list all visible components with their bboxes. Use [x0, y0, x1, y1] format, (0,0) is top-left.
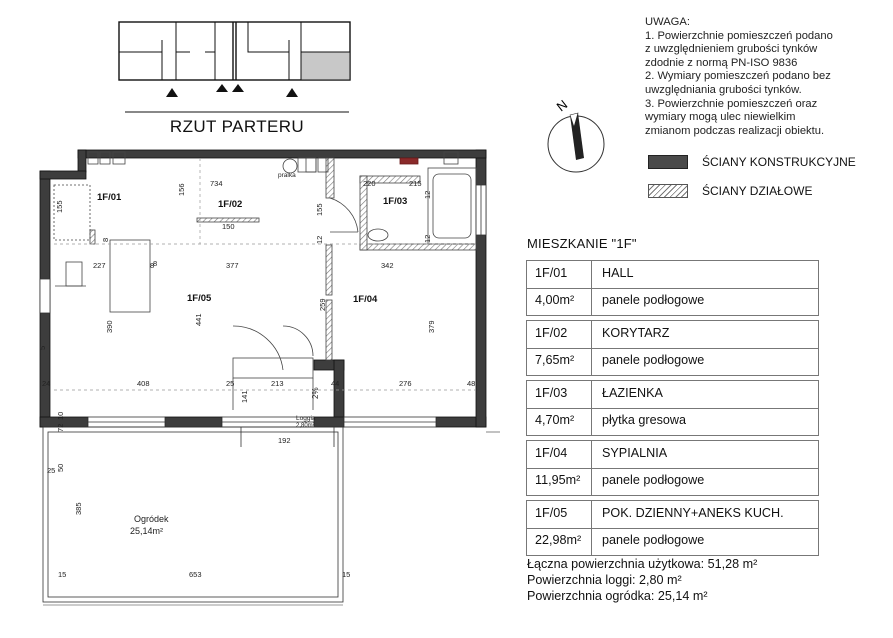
dimension-label: 156 — [177, 183, 186, 196]
dimension-label: 24 — [42, 379, 51, 388]
dimension-label: 155 — [55, 200, 64, 213]
legend-partition-label: ŚCIANY DZIAŁOWE — [702, 184, 813, 198]
dimension-label: 653 — [189, 570, 202, 579]
dimension-label: 141 — [240, 390, 249, 403]
plan-title: RZUT PARTERU — [169, 117, 305, 136]
notes-line: 2. Wymiary pomieszczeń podano bez — [645, 70, 831, 83]
room-area: 7,65m² — [527, 348, 592, 375]
dimension-label: 44 — [331, 379, 340, 388]
apartment-title: MIESZKANIE "1F" — [527, 236, 637, 251]
slope-label: 2% — [311, 387, 320, 399]
area-totals — [527, 556, 757, 604]
room-table-1f04 — [526, 440, 819, 496]
total-usable-area: Łączna powierzchnia użytkowa: 51,28 m² — [527, 557, 758, 571]
dimension-label: 259 — [318, 298, 327, 311]
dimension-label: 15 — [58, 570, 67, 579]
notes-line: zmianom podczas realizacji obiektu. — [645, 124, 825, 137]
dimension-labels — [38, 179, 475, 579]
notes-line: zdodnie z normą PN-ISO 9836 — [645, 56, 798, 69]
washer-label: pralka — [278, 172, 296, 179]
garden-area: 25,14m² — [130, 526, 164, 536]
dimension-label: 734 — [210, 179, 223, 188]
fittings — [54, 152, 476, 410]
room-area: 4,00m² — [527, 288, 592, 315]
room-area: 22,98m² — [527, 528, 592, 555]
total-garden-area: Powierzchnia ogródka: 25,14 m² — [527, 589, 708, 603]
dimension-label: 50 — [56, 463, 65, 472]
dimension-label: 25 — [226, 379, 235, 388]
dimension-label: 155 — [315, 203, 324, 216]
room-floor: panele podłogowe — [602, 473, 705, 487]
notes-line: wymiary mogą ulec niewielkim — [645, 111, 796, 124]
room-id: 1F/01 — [527, 261, 592, 288]
dimension-label: 25 — [47, 466, 56, 475]
dimension-label: 377 — [226, 261, 239, 270]
dimension-label: 8 — [101, 237, 110, 242]
notes-heading: UWAGA: — [645, 16, 690, 28]
dimension-label: 12 — [423, 234, 432, 243]
room-area: 4,70m² — [527, 408, 592, 435]
north-arrow — [548, 97, 604, 172]
room-id: 1F/04 — [527, 441, 592, 468]
notes-line: 3. Powierzchnie pomieszczeń oraz — [645, 97, 818, 110]
garden-outline — [43, 427, 500, 605]
total-loggia-area: Powierzchnia loggi: 2,80 m² — [527, 573, 682, 587]
dimension-label: 220 — [363, 179, 376, 188]
dimension-label: 215 — [409, 179, 422, 188]
dimension-label: 12 — [315, 235, 324, 244]
loggia-label: Loggia — [296, 415, 316, 422]
room-floor: panele podłogowe — [602, 353, 705, 367]
room-table-1f05 — [526, 500, 819, 556]
structural-swatch — [648, 155, 688, 169]
key-plan — [119, 22, 350, 112]
notes-line: uwzględniania grubości tynków. — [645, 83, 802, 96]
dimension-label: 8 — [150, 261, 155, 270]
dimension-label: 276 — [399, 379, 412, 388]
dimension-label: 72 — [56, 423, 65, 432]
partition-swatch — [648, 184, 688, 198]
room-label-1f01: 1F/01 — [97, 192, 122, 203]
dimension-label: 12 — [423, 190, 432, 199]
room-label-1f02: 1F/02 — [218, 199, 243, 210]
dimension-label: 150 — [222, 222, 235, 231]
notes-line: z uwzględnieniem grubości tynków — [645, 43, 818, 56]
room-name: POK. DZIENNY+ANEKS KUCH. — [602, 506, 784, 520]
room-floor: panele podłogowe — [602, 533, 705, 547]
legend-structural-label: ŚCIANY KONSTRUKCYJNE — [702, 155, 856, 169]
dimension-label: 408 — [137, 379, 150, 388]
dimension-label: 5 — [38, 345, 47, 350]
room-table-1f02 — [526, 320, 819, 376]
notes-block — [645, 16, 885, 138]
room-name: HALL — [602, 266, 634, 280]
room-label-1f05: 1F/05 — [187, 293, 212, 304]
garden-label: Ogródek — [134, 514, 169, 524]
partition-walls — [90, 158, 476, 360]
room-label-1f03: 1F/03 — [383, 196, 408, 207]
dimension-label: 10 — [56, 411, 65, 420]
notes-line: 1. Powierzchnie pomieszczeń podano — [645, 29, 833, 42]
room-name: SYPIALNIA — [602, 446, 668, 460]
room-id: 1F/02 — [527, 321, 592, 348]
dimension-label: 390 — [105, 320, 114, 333]
room-id: 1F/03 — [527, 381, 592, 408]
dimension-label: 227 — [93, 261, 106, 270]
room-table-1f03 — [526, 380, 819, 436]
room-floor: płytka gresowa — [602, 413, 686, 427]
room-table-1f01 — [526, 260, 819, 316]
dimension-label: 48 — [467, 379, 476, 388]
dimension-label: 342 — [381, 261, 394, 270]
room-name: ŁAZIENKA — [602, 386, 663, 400]
dimension-label: 192 — [278, 436, 291, 445]
dimension-label: 441 — [194, 313, 203, 326]
windows — [40, 185, 486, 427]
room-label-1f04: 1F/04 — [353, 294, 378, 305]
room-id: 1F/05 — [527, 501, 592, 528]
dimension-label: 8 — [153, 259, 158, 268]
key-plan-markers — [166, 84, 298, 97]
dimension-label: 379 — [427, 320, 436, 333]
room-name: KORYTARZ — [602, 326, 670, 340]
room-floor: panele podłogowe — [602, 293, 705, 307]
north-label: N — [553, 96, 571, 115]
loggia-area: 2,80m² — [296, 423, 315, 429]
dimension-label: 213 — [271, 379, 284, 388]
dimension-label: 385 — [74, 502, 83, 515]
room-area: 11,95m² — [527, 468, 592, 495]
dimension-label: 15 — [342, 570, 351, 579]
